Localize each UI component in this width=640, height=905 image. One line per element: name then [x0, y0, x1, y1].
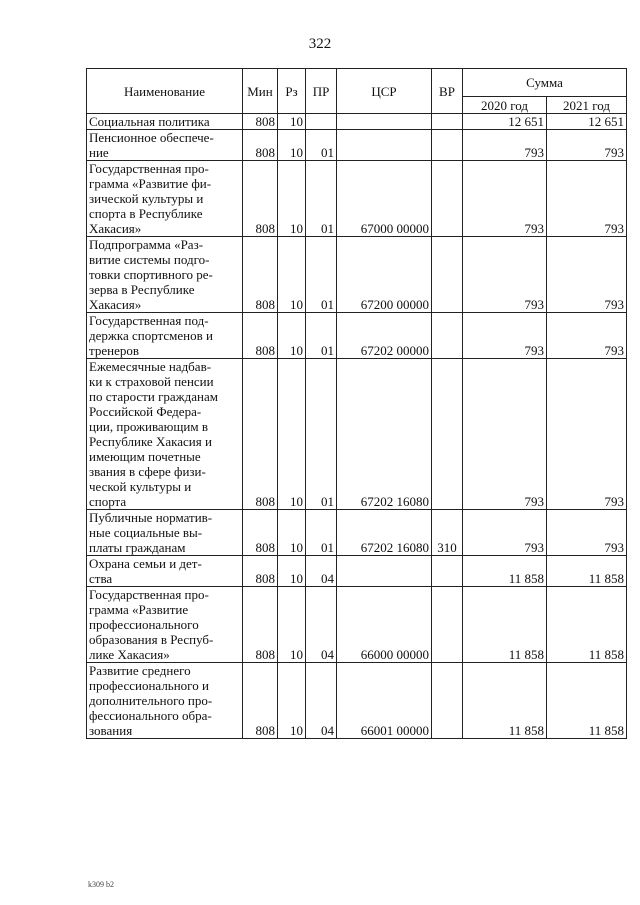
cell-csr: 67000 00000 [337, 161, 432, 237]
cell-vr [432, 359, 463, 510]
header-pr: ПР [306, 69, 337, 114]
cell-pr: 01 [306, 510, 337, 556]
cell-rz: 10 [278, 663, 306, 739]
cell-rz: 10 [278, 114, 306, 130]
cell-sum-2021: 12 651 [547, 114, 627, 130]
cell-vr [432, 237, 463, 313]
cell-name: Государственная про- грамма «Развитие фи- зической культуры и спорта в Республике Хакасия» [87, 161, 243, 237]
cell-sum-2020: 793 [463, 237, 547, 313]
table-row [87, 587, 627, 663]
cell-min: 808 [243, 161, 278, 237]
cell-sum-2020: 793 [463, 161, 547, 237]
cell-rz: 10 [278, 130, 306, 161]
cell-sum-2021: 793 [547, 130, 627, 161]
cell-min: 808 [243, 556, 278, 587]
table-row [87, 237, 627, 313]
cell-sum-2020: 793 [463, 359, 547, 510]
cell-sum-2021: 11 858 [547, 587, 627, 663]
table-row [87, 663, 627, 739]
header-rz: Рз [278, 69, 306, 114]
cell-sum-2021: 793 [547, 161, 627, 237]
cell-name: Публичные норматив- ные социальные вы- платы гражданам [87, 510, 243, 556]
cell-rz: 10 [278, 359, 306, 510]
table-row [87, 313, 627, 359]
cell-sum-2021: 11 858 [547, 663, 627, 739]
cell-sum-2020: 11 858 [463, 587, 547, 663]
table-row [87, 359, 627, 510]
table-header [87, 69, 627, 114]
cell-csr: 67202 16080 [337, 510, 432, 556]
cell-pr: 04 [306, 587, 337, 663]
cell-pr: 01 [306, 313, 337, 359]
cell-csr [337, 114, 432, 130]
table-row [87, 161, 627, 237]
cell-sum-2020: 11 858 [463, 663, 547, 739]
cell-sum-2021: 793 [547, 313, 627, 359]
cell-rz: 10 [278, 237, 306, 313]
cell-rz: 10 [278, 161, 306, 237]
cell-min: 808 [243, 510, 278, 556]
cell-name: Охрана семьи и дет- ства [87, 556, 243, 587]
cell-name: Государственная под- держка спортсменов и тренеров [87, 313, 243, 359]
cell-pr: 01 [306, 359, 337, 510]
cell-pr: 01 [306, 130, 337, 161]
cell-pr: 01 [306, 161, 337, 237]
cell-name: Развитие среднего профессионального и дополнительного про- фессионального обра- зования [87, 663, 243, 739]
cell-pr: 01 [306, 237, 337, 313]
cell-sum-2020: 12 651 [463, 114, 547, 130]
cell-csr [337, 130, 432, 161]
cell-rz: 10 [278, 510, 306, 556]
header-sum: Сумма [463, 69, 627, 97]
cell-csr: 66000 00000 [337, 587, 432, 663]
table-row [87, 510, 627, 556]
header-vr: ВР [432, 69, 463, 114]
cell-name: Ежемесячные надбав- ки к страховой пенсии по старости гражданам Российской Федера- ции, проживающим в Республике Хакасия и имеющим почетные звания в сфере физи- ческой культуры и спорта [87, 359, 243, 510]
cell-pr: 04 [306, 663, 337, 739]
cell-name: Государственная про- грамма «Развитие профессионального образования в Респуб- лике Хакасия» [87, 587, 243, 663]
cell-min: 808 [243, 313, 278, 359]
cell-csr [337, 556, 432, 587]
header-year-2020: 2020 год [463, 97, 547, 114]
cell-vr [432, 313, 463, 359]
table-row [87, 130, 627, 161]
cell-sum-2020: 11 858 [463, 556, 547, 587]
table-body [87, 114, 627, 739]
cell-min: 808 [243, 587, 278, 663]
cell-vr [432, 587, 463, 663]
cell-pr: 04 [306, 556, 337, 587]
cell-min: 808 [243, 114, 278, 130]
cell-vr: 310 [432, 510, 463, 556]
cell-sum-2021: 11 858 [547, 556, 627, 587]
header-year-2021: 2021 год [547, 97, 627, 114]
table-row [87, 114, 627, 130]
cell-vr [432, 663, 463, 739]
cell-rz: 10 [278, 556, 306, 587]
cell-min: 808 [243, 130, 278, 161]
cell-min: 808 [243, 663, 278, 739]
cell-min: 808 [243, 237, 278, 313]
cell-sum-2021: 793 [547, 510, 627, 556]
cell-vr [432, 130, 463, 161]
cell-sum-2021: 793 [547, 359, 627, 510]
cell-vr [432, 556, 463, 587]
cell-csr: 66001 00000 [337, 663, 432, 739]
header-csr: ЦСР [337, 69, 432, 114]
cell-vr [432, 161, 463, 237]
table-row [87, 556, 627, 587]
cell-name: Пенсионное обеспече- ние [87, 130, 243, 161]
cell-name: Подпрограмма «Раз- витие системы подго- товки спортивного ре- зерва в Республике Хакасия» [87, 237, 243, 313]
page-number: 322 [308, 36, 332, 52]
cell-sum-2020: 793 [463, 130, 547, 161]
cell-sum-2020: 793 [463, 510, 547, 556]
header-min: Мин [243, 69, 278, 114]
cell-min: 808 [243, 359, 278, 510]
cell-csr: 67202 00000 [337, 313, 432, 359]
cell-sum-2021: 793 [547, 237, 627, 313]
budget-table [86, 68, 627, 739]
cell-rz: 10 [278, 313, 306, 359]
cell-rz: 10 [278, 587, 306, 663]
header-name: Наименование [87, 69, 243, 114]
cell-name: Социальная политика [87, 114, 243, 130]
cell-csr: 67200 00000 [337, 237, 432, 313]
cell-vr [432, 114, 463, 130]
cell-pr [306, 114, 337, 130]
cell-csr: 67202 16080 [337, 359, 432, 510]
footer-code: k309 b2 [88, 880, 114, 889]
cell-sum-2020: 793 [463, 313, 547, 359]
